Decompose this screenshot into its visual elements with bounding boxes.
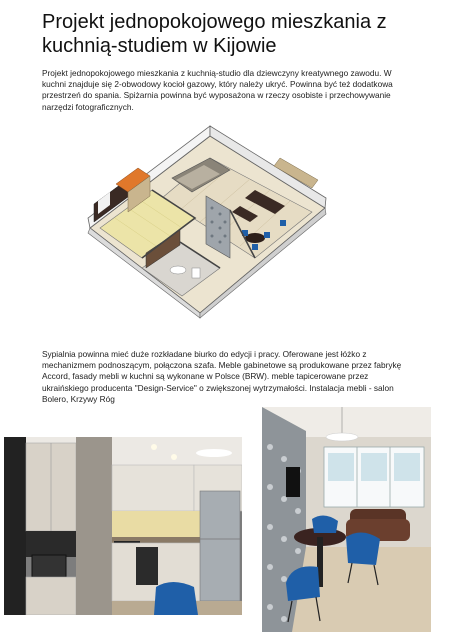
kitchen-photo [4, 437, 242, 615]
floor-plan-render [80, 118, 330, 330]
page-title: Projekt jednopokojowego mieszkania z kuchnią-studiem w Kijowie [42, 11, 387, 57]
description-paragraph: Sypialnia powinna mieć duże rozkładane biurko do edycji i pracy. Oferowane jest łóżko z mechanizmem podnoszącym, połączona szafa. Meble gabinetowe są produkowane przez fabrykę Accord, fasady mebli w kuchni są wykonane w Polsce (BRW). meble tapicerowane przez ukraińskiego producenta "Design-Service" o zwiększonej wytrzymałości. Instalacja mebli - salon Bolero, Krzywy Róg [42, 349, 402, 404]
living-room-photo [262, 407, 431, 632]
intro-paragraph: Projekt jednopokojowego mieszkania z kuchnią-studio dla dziewczyny kreatywnego zawodu. W kuchni znajduje się 2-obwodowy kocioł gazowy, który należy ukryć. Powinna być też dodatkowa przestrzeń do spania. Spiżarnia powinna być wyposażona w rzeczy osobiste i przechowywanie narzędzi fotograficznych. [42, 68, 393, 112]
